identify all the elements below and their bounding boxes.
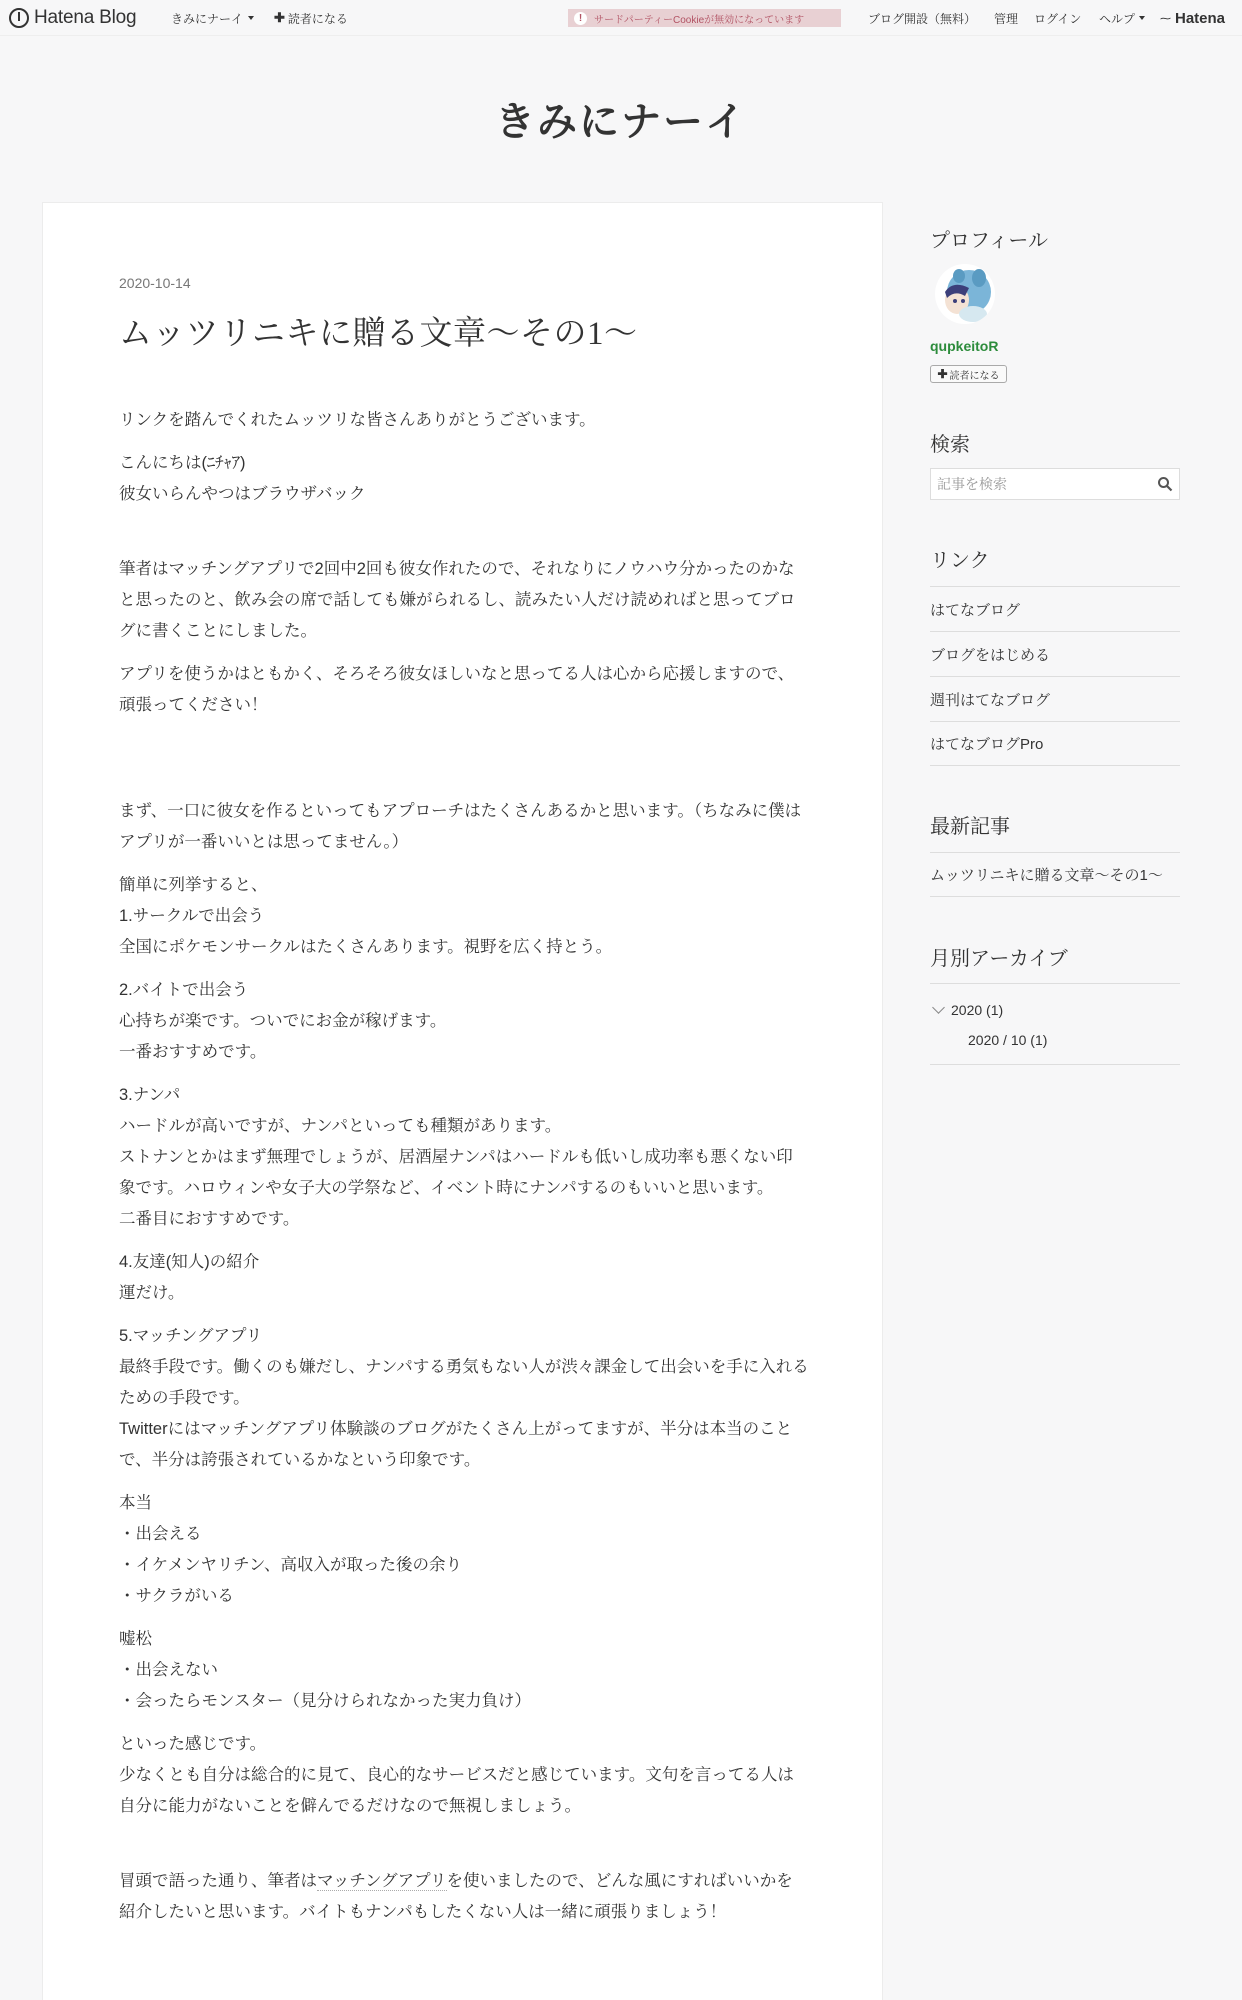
archive-year-toggle[interactable] (934, 1002, 1003, 1018)
subscribe-label: 読者になる (949, 370, 1000, 382)
archive-year-label: 2020 (1) (951, 1002, 1004, 1018)
caret-down-icon (248, 16, 254, 20)
help-label: ヘルプ (1099, 11, 1136, 26)
blog-title[interactable]: きみにナーイ (495, 100, 747, 144)
article-container (42, 202, 883, 2000)
search-icon[interactable] (1157, 476, 1173, 492)
recent-entry-link[interactable]: ムッツリニキに贈る文章〜その1〜 (930, 852, 1180, 897)
paragraph: 3.ナンパ ハードルが高いですが、ナンパといっても種類があります。 ストナンとかはまず無理でしょうが、居酒屋ナンパはハードルも低いし成功率も悪くない印象です。ハロウィンや女子大の学祭など、イベント時にナンパするのもいいと思います。 二番目におすすめです。 (119, 1086, 793, 1228)
link-item-start-blog[interactable]: ブログをはじめる (930, 631, 1180, 676)
links-heading: リンク (930, 550, 990, 572)
paragraph: 筆者はマッチングアプリで2回中2回も彼女作れたので、それなりにノウハウ分かったのかなと思ったのと、飲み会の席で話しても嫌がられるし、読みたい人だけ読めればと思ってブログに書くことにしました。 (119, 560, 796, 640)
links-list (930, 586, 1180, 766)
login-link[interactable]: ログイン (1034, 11, 1082, 26)
recent-heading: 最新記事 (930, 816, 1010, 838)
hatena-blog-logo[interactable] (9, 0, 136, 36)
paragraph: 嘘松 ・出会えない ・会ったらモンスター（見分けられなかった実力負け） (119, 1630, 532, 1710)
cookie-warning-banner[interactable] (568, 9, 841, 27)
entry-title[interactable]: ムッツリニキに贈る文章〜その1〜 (119, 316, 638, 352)
archive-month-link[interactable]: 2020 / 10 (1) (968, 1032, 1048, 1048)
search-heading: 検索 (930, 434, 970, 456)
paragraph: こんにちは(ﾆﾁｬｱ) 彼女いらんやつはブラウザバック (119, 454, 366, 503)
caret-down-icon (1139, 16, 1145, 20)
logo-text: Hatena Blog (34, 7, 137, 28)
open-blog-link[interactable]: ブログ開設（無料） (868, 11, 977, 26)
entry-body (119, 405, 809, 1940)
blog-menu-dropdown[interactable] (171, 0, 254, 36)
archive-heading: 月別アーカイブ (930, 948, 1068, 970)
paragraph: まず、一口に彼女を作るといってもアプローチはたくさんあるかと思います。（ちなみに僕はアプリが一番いいとは思ってません。） (119, 802, 802, 851)
header-subscribe-button[interactable] (274, 0, 348, 36)
profile-avatar[interactable] (935, 264, 995, 324)
paragraph: 本当 ・出会える ・イケメンヤリチン、高収入が取った後の余り ・サクラがいる (119, 1494, 463, 1605)
profile-heading: プロフィール (930, 230, 1048, 252)
search-box (930, 468, 1180, 500)
recent-list (930, 852, 1180, 897)
hatena-blog-logo-icon (9, 8, 29, 28)
alert-icon: ! (574, 12, 587, 25)
keyword-link[interactable]: マッチングアプリ (317, 1872, 447, 1890)
profile-name[interactable]: qupkeitoR (930, 338, 999, 354)
paragraph: といった感じです。 少なくとも自分は総合的に見て、良心的なサービスだと感じています。文句を言ってる人は自分に能力がないことを僻んでるだけなので無視しましょう。 (119, 1735, 794, 1815)
paragraph: 5.マッチングアプリ 最終手段です。働くのも嫌だし、ナンパする勇気もない人が渋々課金して出会いを手に入れるための手段です。 Twitterにはマッチングアプリ体験談のブログがたくさん上がってますが、半分は本当のことで、半分は誇張されているかなという印象です。 (119, 1327, 809, 1469)
archive-box (930, 983, 1180, 1065)
paragraph: 冒頭で語った通り、筆者はマッチングアプリを使いましたので、どんな風にすればいいかを紹介したいと思います。バイトもナンパもしたくない人は一緒に頑張りましょう！ (119, 1872, 793, 1921)
sidebar-subscribe-button[interactable] (930, 365, 1007, 383)
paragraph: アプリを使うかはともかく、そろそろ彼女ほしいなと思ってる人は心から応援しますので、頑張ってください！ (119, 665, 795, 714)
link-item-pro[interactable]: はてなブログPro (930, 721, 1180, 766)
cookie-warning-text: サードパーティーCookieが無効になっています (594, 14, 805, 26)
plus-icon: ✚ (937, 367, 948, 381)
chevron-down-icon (932, 1001, 945, 1014)
entry-date[interactable]: 2020-10-14 (119, 275, 191, 291)
hatena-menu[interactable] (1160, 0, 1225, 36)
hatena-wave-icon: ⁓ (1160, 12, 1171, 25)
link-item-weekly[interactable]: 週刊はてなブログ (930, 676, 1180, 721)
help-dropdown[interactable] (1099, 0, 1145, 36)
admin-link[interactable]: 管理 (994, 11, 1019, 26)
paragraph: 2.バイトで出会う 心持ちが楽です。ついでにお金が稼げます。 一番おすすめです。 (119, 981, 447, 1061)
search-input[interactable] (937, 476, 1157, 492)
blog-menu-label: きみにナーイ (171, 11, 244, 26)
paragraph: 4.友達(知人)の紹介 運だけ。 (119, 1253, 260, 1302)
avatar-image (935, 264, 995, 324)
hatena-label: Hatena (1175, 9, 1226, 27)
paragraph: リンクを踏んでくれたムッツリな皆さんありがとうございます。 (119, 411, 596, 429)
paragraph: 簡単に列挙すると、 1.サークルで出会う 全国にポケモンサークルはたくさんあります。視野を広く持とう。 (119, 876, 613, 956)
plus-icon: ✚ (274, 10, 285, 25)
subscribe-label: 読者になる (287, 11, 348, 26)
global-header (0, 0, 1242, 36)
link-item-hatena-blog[interactable]: はてなブログ (930, 586, 1180, 631)
